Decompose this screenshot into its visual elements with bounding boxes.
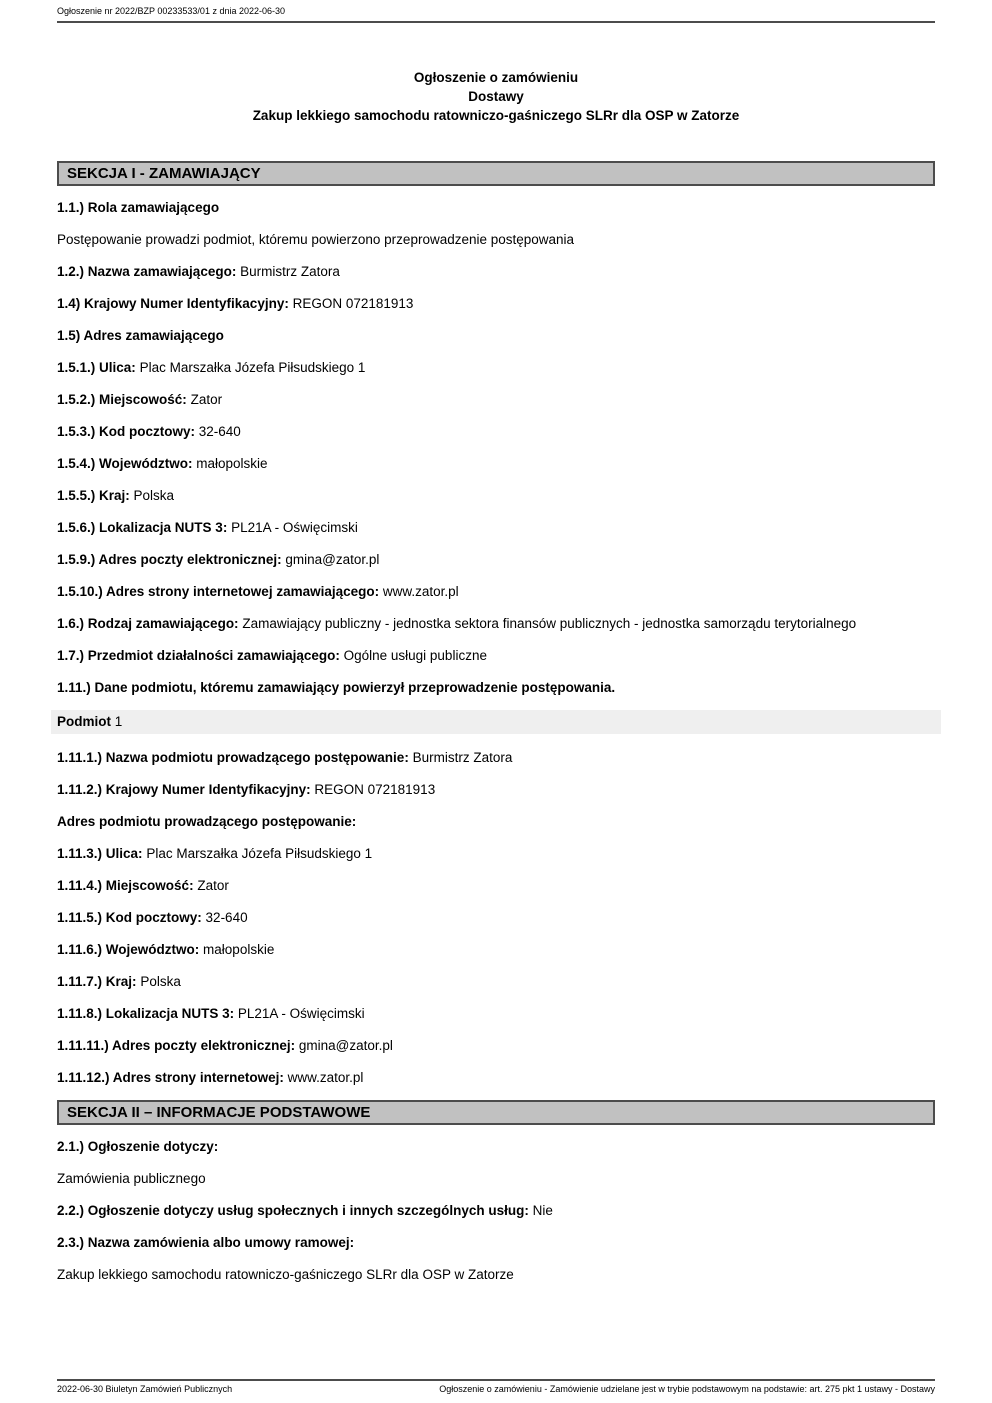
field-row: [57, 1201, 935, 1221]
field-label: Adres podmiotu prowadzącego postępowanie:: [57, 814, 357, 829]
field-value: Zator: [190, 392, 223, 407]
field-row: [57, 646, 935, 666]
field-label: 1.5.3.) Kod pocztowy:: [57, 424, 196, 439]
paragraph: [57, 230, 935, 250]
field-value: REGON 072181913: [292, 296, 414, 311]
field-row: [57, 1036, 935, 1056]
title-line-2: Dostawy: [468, 89, 524, 104]
field-row: [57, 940, 935, 960]
field-value: Burmistrz Zatora: [240, 264, 340, 279]
field-value: Zator: [197, 878, 229, 893]
field-row: [57, 262, 935, 282]
paragraph-text: Zamówienia publicznego: [57, 1171, 206, 1186]
field-row: [57, 1068, 935, 1088]
field-row: [57, 358, 935, 378]
field-label: 1.5.1.) Ulica:: [57, 360, 136, 375]
field-row: [57, 876, 935, 896]
document-body: [57, 161, 935, 1285]
field-value: www.zator.pl: [287, 1070, 364, 1085]
field-label: 1.11.2.) Krajowy Numer Identyfikacyjny:: [57, 782, 311, 797]
paragraph: [57, 1265, 935, 1285]
paragraph: [57, 1169, 935, 1189]
section-1: [57, 161, 935, 1088]
field-label: 1.7.) Przedmiot działalności zamawiającego:: [57, 648, 340, 663]
field-label: 1.11.11.) Adres poczty elektronicznej:: [57, 1038, 296, 1053]
paragraph-text: Postępowanie prowadzi podmiot, któremu powierzono przeprowadzenie postępowania: [57, 232, 575, 247]
field-row: [57, 908, 935, 928]
field-row: [57, 780, 935, 800]
field-row: [57, 390, 935, 410]
field-value: 32-640: [205, 910, 248, 925]
field-value: REGON 072181913: [314, 782, 436, 797]
section-heading: SEKCJA I - ZAMAWIAJĄCY: [57, 161, 935, 186]
field-value: 32-640: [198, 424, 241, 439]
field-label: 1.11.3.) Ulica:: [57, 846, 143, 861]
footer-rule: [57, 1379, 935, 1381]
field-row: [57, 1004, 935, 1024]
field-label: 1.5.5.) Kraj:: [57, 488, 130, 503]
page-footer: [57, 1379, 935, 1395]
field-label: 1.5) Adres zamawiającego: [57, 328, 224, 343]
field-label: 1.4) Krajowy Numer Identyfikacyjny:: [57, 296, 289, 311]
paragraph-text: Zakup lekkiego samochodu ratowniczo-gaśniczego SLRr dla OSP w Zatorze: [57, 1267, 514, 1282]
field-row: [57, 614, 935, 634]
title-line-1: Ogłoszenie o zamówieniu: [413, 70, 579, 85]
field-value: Zamawiający publiczny - jednostka sektora finansów publicznych - jednostka samorządu terytorialnego: [242, 616, 857, 631]
field-label: 2.1.) Ogłoszenie dotyczy:: [57, 1139, 219, 1154]
field-label: 1.5.10.) Adres strony internetowej zamawiającego:: [57, 584, 380, 599]
field-value: PL21A - Oświęcimski: [231, 520, 358, 535]
field-label: 1.5.9.) Adres poczty elektronicznej:: [57, 552, 282, 567]
field-label: 2.3.) Nazwa zamówienia albo umowy ramowej:: [57, 1235, 355, 1250]
field-value: Plac Marszałka Józefa Piłsudskiego 1: [139, 360, 366, 375]
document-header-note: Ogłoszenie nr 2022/BZP 00233533/01 z dnia 2022-06-30: [57, 6, 286, 16]
subheader-bar: [51, 710, 941, 734]
field-row: [57, 454, 935, 474]
field-value: Polska: [140, 974, 181, 989]
field-label: 1.11.7.) Kraj:: [57, 974, 137, 989]
field-row: [57, 844, 935, 864]
field-label: 2.2.) Ogłoszenie dotyczy usług społecznych i innych szczególnych usług:: [57, 1203, 529, 1218]
field-value: gmina@zator.pl: [298, 1038, 393, 1053]
field-row: [57, 972, 935, 992]
field-label: 1.11.8.) Lokalizacja NUTS 3:: [57, 1006, 235, 1021]
field-label: 1.6.) Rodzaj zamawiającego:: [57, 616, 239, 631]
field-row: [57, 582, 935, 602]
field-label: 1.5.4.) Województwo:: [57, 456, 193, 471]
subheader-value: 1: [114, 714, 123, 729]
field-row: [57, 486, 935, 506]
field-row: [57, 1233, 935, 1253]
field-row: [57, 1137, 935, 1157]
field-label: 1.11.6.) Województwo:: [57, 942, 200, 957]
field-value: PL21A - Oświęcimski: [237, 1006, 365, 1021]
field-row: [57, 748, 935, 768]
field-value: małopolskie: [203, 942, 275, 957]
field-value: gmina@zator.pl: [285, 552, 380, 567]
footer-right-text: Ogłoszenie o zamówieniu - Zamówienie udzielane jest w trybie podstawowym na podstawie: art. 275 pkt 1 ustawy - Dostawy: [439, 1384, 935, 1394]
field-value: Nie: [532, 1203, 553, 1218]
field-label: 1.1.) Rola zamawiającego: [57, 200, 220, 215]
field-value: Plac Marszałka Józefa Piłsudskiego 1: [146, 846, 373, 861]
field-row: [57, 550, 935, 570]
field-row: [57, 326, 935, 346]
header-rule: [57, 21, 935, 23]
field-label: 1.5.6.) Lokalizacja NUTS 3:: [57, 520, 228, 535]
field-label: 1.11.1.) Nazwa podmiotu prowadzącego postępowanie:: [57, 750, 409, 765]
field-row: [57, 518, 935, 538]
field-label: 1.11.5.) Kod pocztowy:: [57, 910, 202, 925]
footer-left-text: 2022-06-30 Biuletyn Zamówień Publicznych: [57, 1384, 233, 1394]
field-label: 1.11.) Dane podmiotu, któremu zamawiający powierzył przeprowadzenie postępowania.: [57, 680, 616, 695]
field-value: Polska: [133, 488, 175, 503]
field-label: 1.11.12.) Adres strony internetowej:: [57, 1070, 284, 1085]
field-row: [57, 812, 935, 832]
field-row: [57, 198, 935, 218]
field-label: 1.5.2.) Miejscowość:: [57, 392, 187, 407]
field-value: www.zator.pl: [382, 584, 459, 599]
section-2: [57, 1100, 935, 1285]
field-row: [57, 294, 935, 314]
field-value: małopolskie: [196, 456, 268, 471]
field-row: [57, 422, 935, 442]
field-label: 1.11.4.) Miejscowość:: [57, 878, 194, 893]
section-heading: SEKCJA II – INFORMACJE PODSTAWOWE: [57, 1100, 935, 1125]
field-value: Burmistrz Zatora: [412, 750, 513, 765]
footer-row: [57, 1384, 935, 1395]
title-line-3: Zakup lekkiego samochodu ratowniczo-gaśniczego SLRr dla OSP w Zatorze: [252, 108, 740, 123]
document-title: [57, 68, 935, 125]
field-value: Ogólne usługi publiczne: [343, 648, 487, 663]
field-row: [57, 678, 935, 698]
field-label: 1.2.) Nazwa zamawiającego:: [57, 264, 237, 279]
subheader-label: Podmiot: [57, 714, 111, 729]
